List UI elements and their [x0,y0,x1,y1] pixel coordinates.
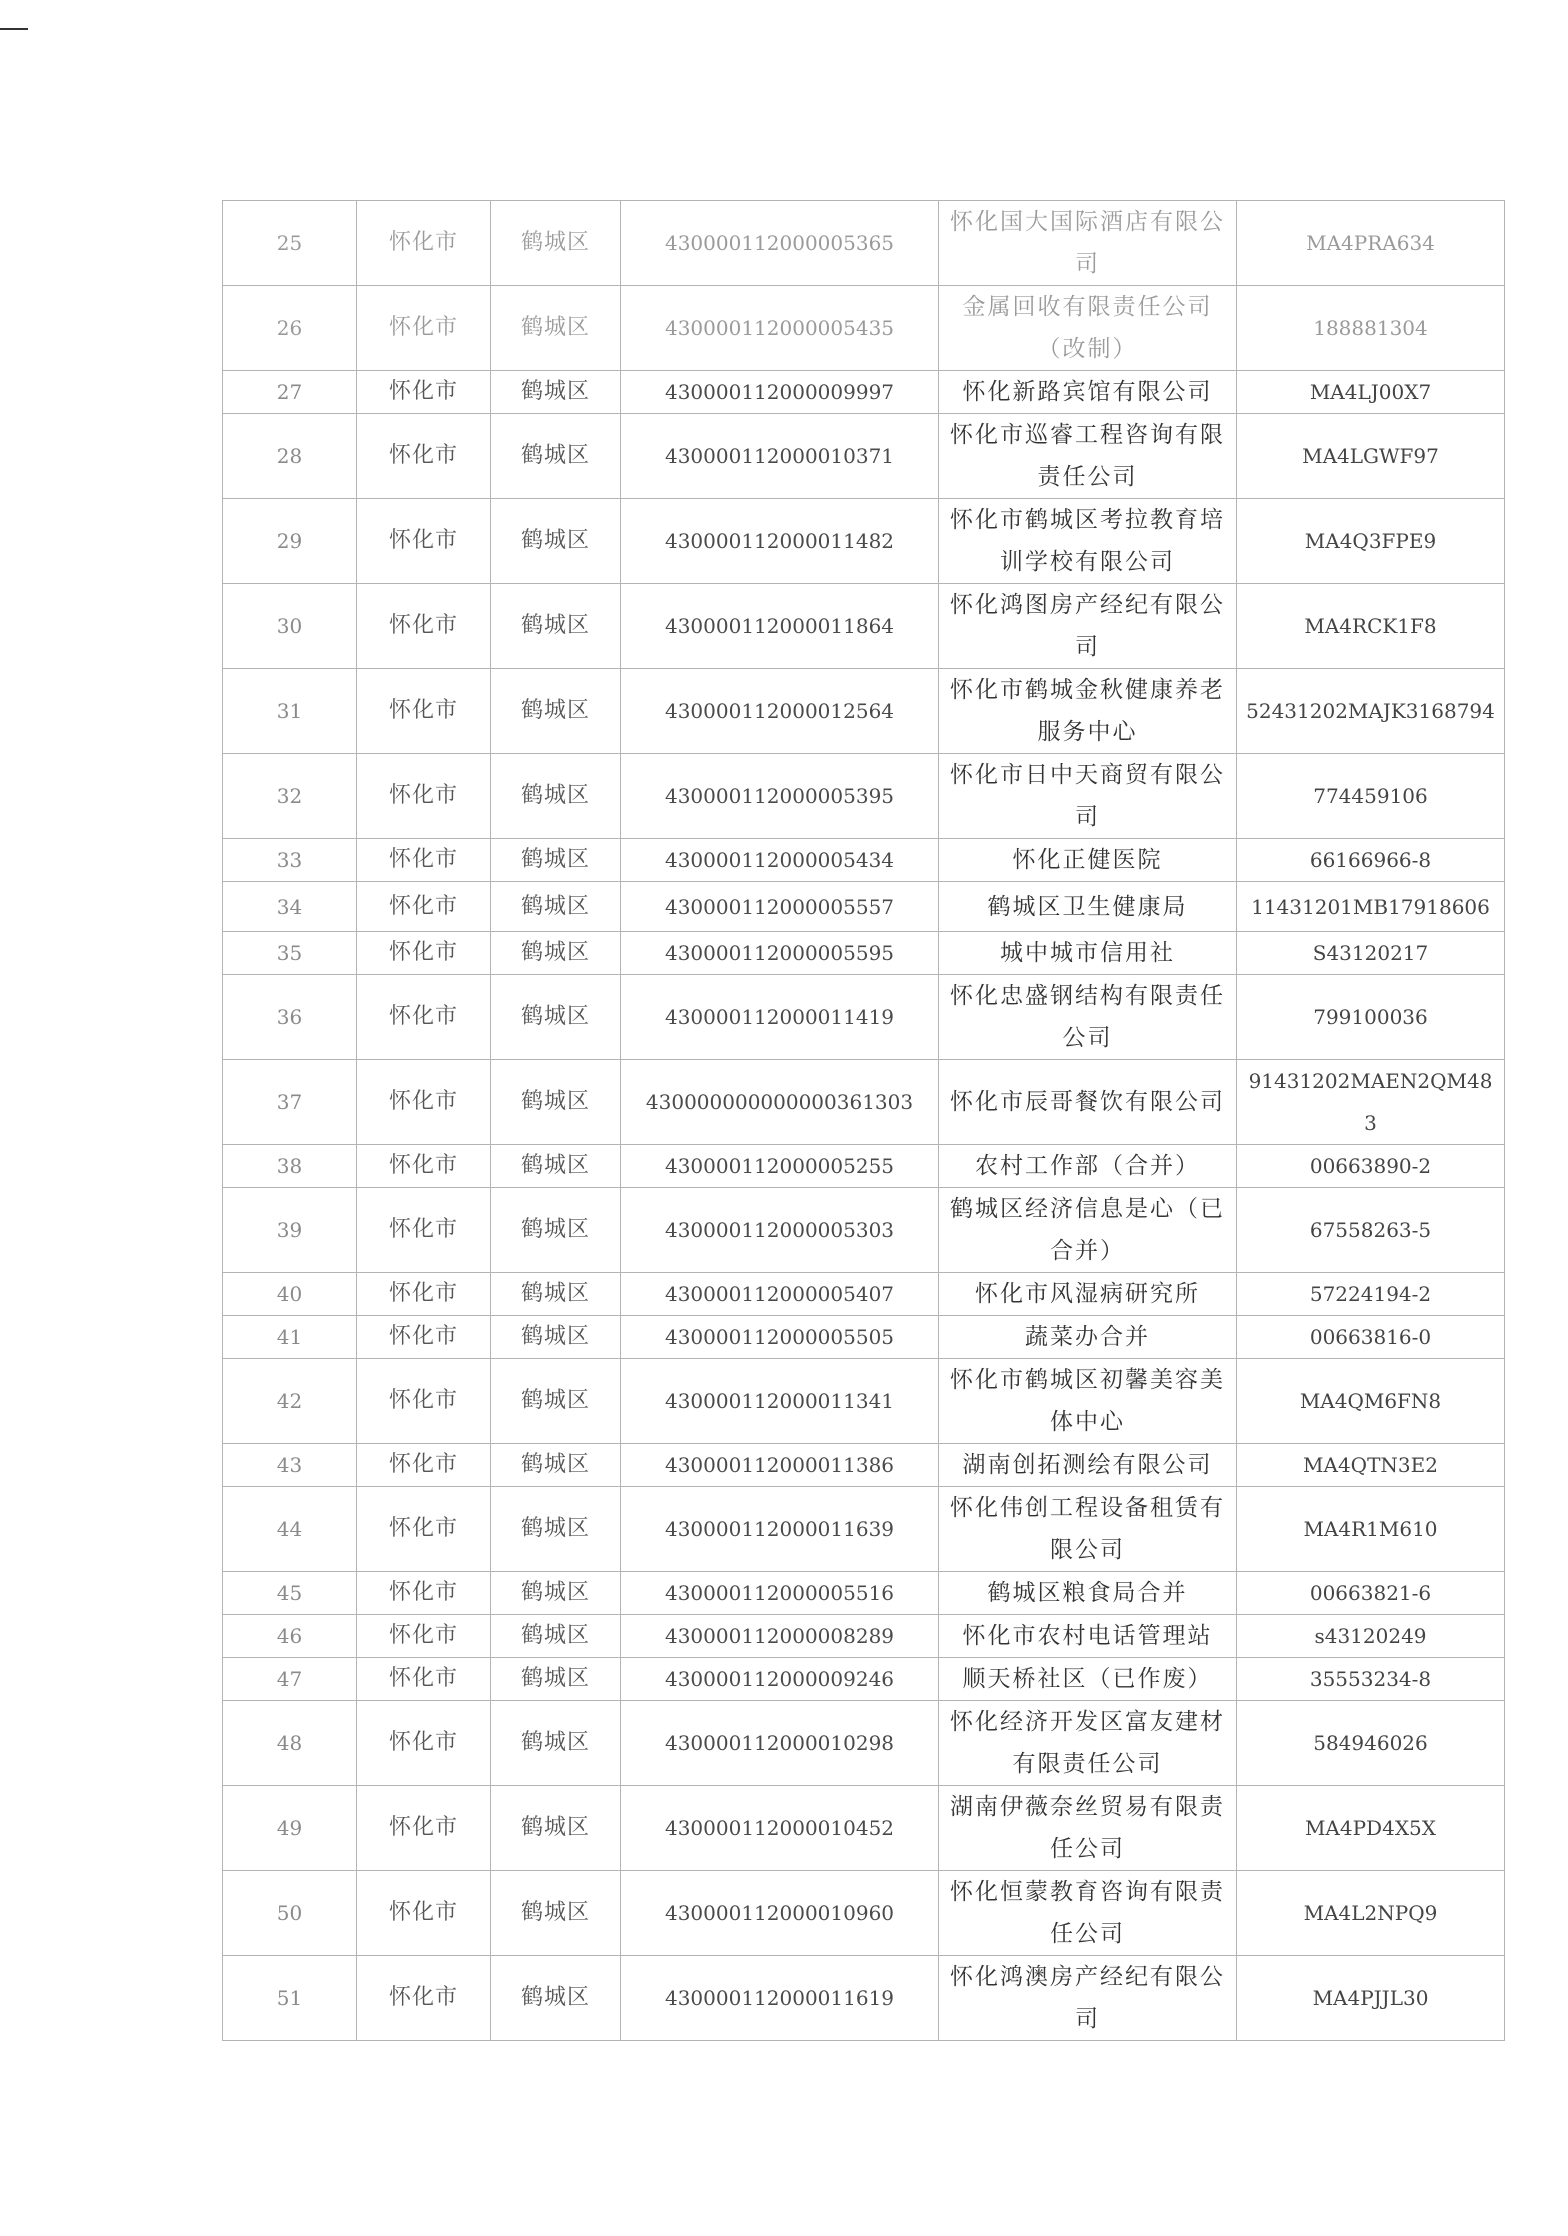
registration-code-cell: 430000112000005595 [621,932,939,975]
row-index: 29 [223,499,357,584]
registration-code-cell: 430000112000011419 [621,975,939,1060]
registry-table-body [223,201,1505,2041]
table-row [223,839,1505,882]
registration-code-cell: 430000112000011482 [621,499,939,584]
registration-code-cell: 430000112000005303 [621,1188,939,1273]
row-index: 42 [223,1359,357,1444]
credit-code-cell: MA4R1M610 [1237,1487,1505,1572]
credit-code-cell: MA4Q3FPE9 [1237,499,1505,584]
district-cell: 鹤城区 [491,1316,621,1359]
district-cell: 鹤城区 [491,1615,621,1658]
city-cell: 怀化市 [357,371,491,414]
city-cell: 怀化市 [357,414,491,499]
table-row [223,1786,1505,1871]
credit-code-cell: MA4PJJL30 [1237,1956,1505,2041]
row-index: 41 [223,1316,357,1359]
registration-code-cell: 430000112000005505 [621,1316,939,1359]
row-index: 37 [223,1060,357,1145]
credit-code-cell: MA4LGWF97 [1237,414,1505,499]
row-index: 30 [223,584,357,669]
registration-code-cell: 430000112000005557 [621,882,939,932]
table-row [223,1487,1505,1572]
table-row [223,1658,1505,1701]
credit-code-cell: 35553234-8 [1237,1658,1505,1701]
organization-name-cell: 怀化市鹤城区初馨美容美体中心 [939,1359,1237,1444]
table-row [223,1701,1505,1786]
organization-name-cell: 怀化鸿澳房产经纪有限公司 [939,1956,1237,2041]
table-row [223,669,1505,754]
organization-name-cell: 农村工作部（合并） [939,1145,1237,1188]
credit-code-cell: 00663816-0 [1237,1316,1505,1359]
district-cell: 鹤城区 [491,882,621,932]
city-cell: 怀化市 [357,669,491,754]
district-cell: 鹤城区 [491,1060,621,1145]
credit-code-cell: 00663821-6 [1237,1572,1505,1615]
district-cell: 鹤城区 [491,754,621,839]
district-cell: 鹤城区 [491,1701,621,1786]
row-index: 32 [223,754,357,839]
registration-code-cell: 430000112000010371 [621,414,939,499]
credit-code-cell: MA4QTN3E2 [1237,1444,1505,1487]
row-index: 40 [223,1273,357,1316]
district-cell: 鹤城区 [491,1487,621,1572]
credit-code-cell: MA4LJ00X7 [1237,371,1505,414]
city-cell: 怀化市 [357,286,491,371]
table-row [223,1615,1505,1658]
table-row [223,499,1505,584]
table-row [223,975,1505,1060]
row-index: 27 [223,371,357,414]
credit-code-cell: 00663890-2 [1237,1145,1505,1188]
registration-code-cell: 430000112000012564 [621,669,939,754]
row-index: 31 [223,669,357,754]
credit-code-cell: s43120249 [1237,1615,1505,1658]
city-cell: 怀化市 [357,975,491,1060]
city-cell: 怀化市 [357,754,491,839]
organization-name-cell: 怀化市农村电话管理站 [939,1615,1237,1658]
district-cell: 鹤城区 [491,414,621,499]
row-index: 34 [223,882,357,932]
organization-name-cell: 湖南创拓测绘有限公司 [939,1444,1237,1487]
organization-name-cell: 怀化市日中天商贸有限公司 [939,754,1237,839]
registration-code-cell: 430000112000005395 [621,754,939,839]
city-cell: 怀化市 [357,1487,491,1572]
district-cell: 鹤城区 [491,1658,621,1701]
row-index: 43 [223,1444,357,1487]
row-index: 28 [223,414,357,499]
credit-code-cell: 584946026 [1237,1701,1505,1786]
credit-code-cell: S43120217 [1237,932,1505,975]
organization-name-cell: 湖南伊薇奈丝贸易有限责任公司 [939,1786,1237,1871]
city-cell: 怀化市 [357,839,491,882]
registration-code-cell: 430000112000010298 [621,1701,939,1786]
credit-code-cell: MA4QM6FN8 [1237,1359,1505,1444]
registration-code-cell: 430000112000010452 [621,1786,939,1871]
organization-name-cell: 怀化市风湿病研究所 [939,1273,1237,1316]
district-cell: 鹤城区 [491,1572,621,1615]
table-row [223,414,1505,499]
credit-code-cell: MA4RCK1F8 [1237,584,1505,669]
organization-name-cell: 怀化国大国际酒店有限公司 [939,201,1237,286]
row-index: 47 [223,1658,357,1701]
table-row [223,1188,1505,1273]
credit-code-cell: 67558263-5 [1237,1188,1505,1273]
row-index: 25 [223,201,357,286]
row-index: 39 [223,1188,357,1273]
city-cell: 怀化市 [357,1956,491,2041]
district-cell: 鹤城区 [491,1444,621,1487]
credit-code-cell: 799100036 [1237,975,1505,1060]
city-cell: 怀化市 [357,1060,491,1145]
row-index: 45 [223,1572,357,1615]
credit-code-cell: 57224194-2 [1237,1273,1505,1316]
organization-name-cell: 怀化市鹤城金秋健康养老服务中心 [939,669,1237,754]
table-row [223,1359,1505,1444]
row-index: 48 [223,1701,357,1786]
table-row [223,1444,1505,1487]
row-index: 50 [223,1871,357,1956]
table-row [223,1956,1505,2041]
city-cell: 怀化市 [357,584,491,669]
district-cell: 鹤城区 [491,371,621,414]
table-row [223,201,1505,286]
registration-code-cell: 430000112000008289 [621,1615,939,1658]
row-index: 33 [223,839,357,882]
district-cell: 鹤城区 [491,1786,621,1871]
city-cell: 怀化市 [357,882,491,932]
organization-name-cell: 怀化恒蒙教育咨询有限责任公司 [939,1871,1237,1956]
city-cell: 怀化市 [357,1615,491,1658]
organization-name-cell: 城中城市信用社 [939,932,1237,975]
city-cell: 怀化市 [357,499,491,584]
organization-name-cell: 怀化市巡睿工程咨询有限责任公司 [939,414,1237,499]
registration-code-cell: 430000112000011864 [621,584,939,669]
organization-name-cell: 金属回收有限责任公司（改制） [939,286,1237,371]
city-cell: 怀化市 [357,1444,491,1487]
table-row [223,1572,1505,1615]
registration-code-cell: 430000112000011639 [621,1487,939,1572]
table-row [223,882,1505,932]
registration-code-cell: 430000112000011341 [621,1359,939,1444]
district-cell: 鹤城区 [491,1956,621,2041]
district-cell: 鹤城区 [491,975,621,1060]
organization-name-cell: 怀化伟创工程设备租赁有限公司 [939,1487,1237,1572]
district-cell: 鹤城区 [491,584,621,669]
row-index: 44 [223,1487,357,1572]
scan-edge-mark [0,28,28,30]
credit-code-cell: 52431202MAJK3168794 [1237,669,1505,754]
registration-code-cell: 430000000000000361303 [621,1060,939,1145]
credit-code-cell: 11431201MB17918606 [1237,882,1505,932]
registration-code-cell: 430000112000011386 [621,1444,939,1487]
district-cell: 鹤城区 [491,1273,621,1316]
district-cell: 鹤城区 [491,286,621,371]
city-cell: 怀化市 [357,1145,491,1188]
table-row [223,371,1505,414]
district-cell: 鹤城区 [491,499,621,584]
row-index: 36 [223,975,357,1060]
row-index: 51 [223,1956,357,2041]
row-index: 35 [223,932,357,975]
organization-name-cell: 怀化忠盛钢结构有限责任公司 [939,975,1237,1060]
city-cell: 怀化市 [357,932,491,975]
row-index: 46 [223,1615,357,1658]
table-row [223,1316,1505,1359]
registration-code-cell: 430000112000005365 [621,201,939,286]
organization-name-cell: 顺天桥社区（已作废） [939,1658,1237,1701]
city-cell: 怀化市 [357,1701,491,1786]
city-cell: 怀化市 [357,1786,491,1871]
credit-code-cell: MA4L2NPQ9 [1237,1871,1505,1956]
district-cell: 鹤城区 [491,1188,621,1273]
credit-code-cell: 91431202MAEN2QM483 [1237,1060,1505,1145]
registration-code-cell: 430000112000005435 [621,286,939,371]
city-cell: 怀化市 [357,1871,491,1956]
registration-code-cell: 430000112000005255 [621,1145,939,1188]
organization-name-cell: 怀化市鹤城区考拉教育培训学校有限公司 [939,499,1237,584]
row-index: 38 [223,1145,357,1188]
table-row [223,1060,1505,1145]
organization-name-cell: 怀化经济开发区富友建材有限责任公司 [939,1701,1237,1786]
credit-code-cell: MA4PRA634 [1237,201,1505,286]
table-row [223,286,1505,371]
city-cell: 怀化市 [357,1316,491,1359]
district-cell: 鹤城区 [491,669,621,754]
table-row [223,754,1505,839]
registration-code-cell: 430000112000005516 [621,1572,939,1615]
organization-name-cell: 怀化正健医院 [939,839,1237,882]
credit-code-cell: MA4PD4X5X [1237,1786,1505,1871]
district-cell: 鹤城区 [491,1871,621,1956]
registration-code-cell: 430000112000011619 [621,1956,939,2041]
organization-name-cell: 怀化鸿图房产经纪有限公司 [939,584,1237,669]
table-row [223,1871,1505,1956]
city-cell: 怀化市 [357,1658,491,1701]
credit-code-cell: 774459106 [1237,754,1505,839]
organization-name-cell: 怀化市辰哥餐饮有限公司 [939,1060,1237,1145]
table-row [223,932,1505,975]
row-index: 49 [223,1786,357,1871]
district-cell: 鹤城区 [491,201,621,286]
district-cell: 鹤城区 [491,1145,621,1188]
district-cell: 鹤城区 [491,932,621,975]
table-row [223,1273,1505,1316]
registration-code-cell: 430000112000009246 [621,1658,939,1701]
registration-code-cell: 430000112000005434 [621,839,939,882]
table-row [223,584,1505,669]
organization-name-cell: 鹤城区卫生健康局 [939,882,1237,932]
organization-name-cell: 怀化新路宾馆有限公司 [939,371,1237,414]
organization-name-cell: 鹤城区粮食局合并 [939,1572,1237,1615]
city-cell: 怀化市 [357,1188,491,1273]
registry-table [222,200,1505,2041]
city-cell: 怀化市 [357,1359,491,1444]
city-cell: 怀化市 [357,1273,491,1316]
registration-code-cell: 430000112000010960 [621,1871,939,1956]
organization-name-cell: 蔬菜办合并 [939,1316,1237,1359]
registration-code-cell: 430000112000009997 [621,371,939,414]
registry-table-container [222,200,1504,2041]
district-cell: 鹤城区 [491,1359,621,1444]
row-index: 26 [223,286,357,371]
credit-code-cell: 66166966-8 [1237,839,1505,882]
table-row [223,1145,1505,1188]
city-cell: 怀化市 [357,1572,491,1615]
organization-name-cell: 鹤城区经济信息是心（已合并） [939,1188,1237,1273]
registration-code-cell: 430000112000005407 [621,1273,939,1316]
district-cell: 鹤城区 [491,839,621,882]
city-cell: 怀化市 [357,201,491,286]
credit-code-cell: 188881304 [1237,286,1505,371]
